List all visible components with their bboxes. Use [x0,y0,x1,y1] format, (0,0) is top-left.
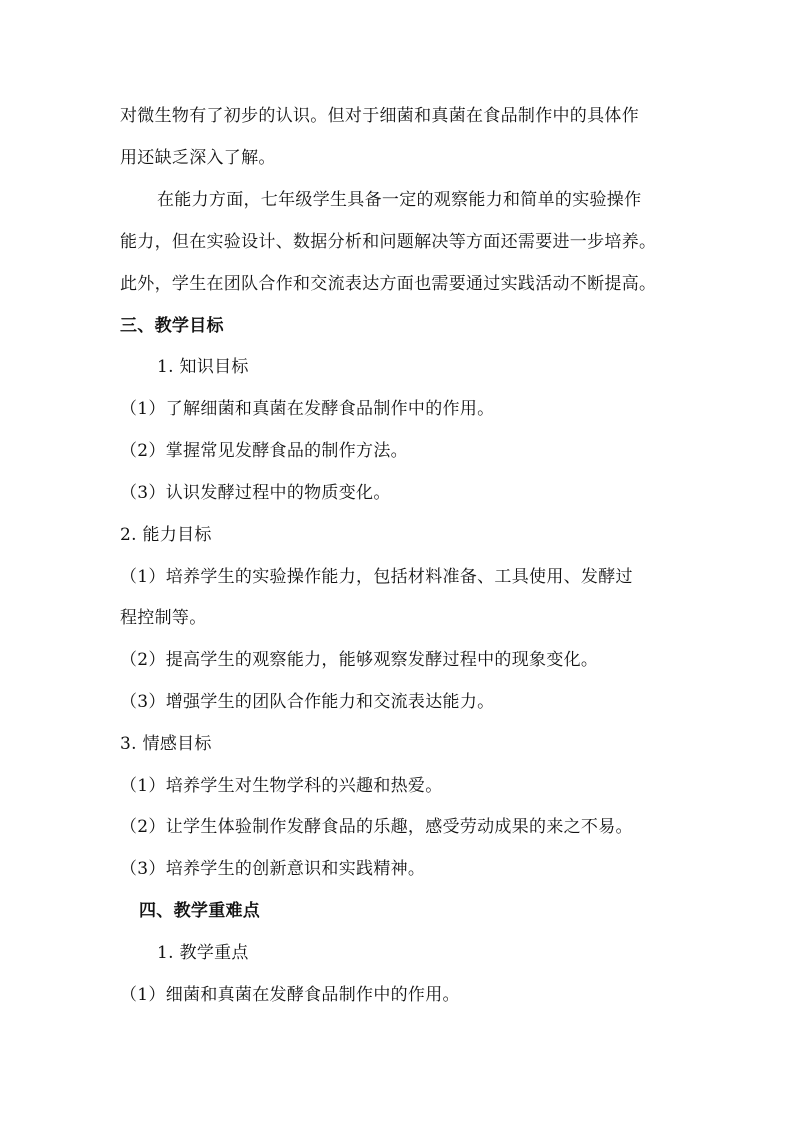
subheading: 2. 能力目标 [120,525,212,545]
paragraph-line: 在能力方面，七年级学生具备一定的观察能力和简单的实验操作 [157,190,642,210]
list-item: （3）增强学生的团队合作能力和交流表达能力。 [120,692,495,712]
list-item: （2）让学生体验制作发酵食品的乐趣，感受劳动成果的来之不易。 [120,817,633,837]
list-item-continuation: 程控制等。 [120,608,207,628]
section-heading: 四、教学重难点 [139,901,261,921]
subheading: 3. 情感目标 [120,734,212,754]
list-item: （2）提高学生的观察能力，能够观察发酵过程中的现象变化。 [120,650,599,670]
paragraph-line: 对微生物有了初步的认识。但对于细菌和真菌在食品制作中的具体作 [120,106,639,126]
list-item: （1）培养学生的实验操作能力，包括材料准备、工具使用、发酵过 [120,567,633,587]
subheading: 1. 知识目标 [157,357,249,377]
list-item: （1）了解细菌和真菌在发酵食品制作中的作用。 [120,399,495,419]
paragraph-line: 此外，学生在团队合作和交流表达方面也需要通过实践活动不断提高。 [120,274,657,294]
list-item: （3）认识发酵过程中的物质变化。 [120,483,391,503]
list-item: （3）培养学生的创新意识和实践精神。 [120,859,426,879]
list-item: （2）掌握常见发酵食品的制作方法。 [120,441,408,461]
paragraph-line: 用还缺乏深入了解。 [120,148,276,168]
paragraph-line: 能力，但在实验设计、数据分析和问题解决等方面还需要进一步培养。 [120,232,657,252]
list-item: （1）培养学生对生物学科的兴趣和热爱。 [120,776,443,796]
list-item: （1）细菌和真菌在发酵食品制作中的作用。 [120,985,460,1005]
subheading: 1. 教学重点 [157,943,249,963]
section-heading: 三、教学目标 [120,316,224,336]
